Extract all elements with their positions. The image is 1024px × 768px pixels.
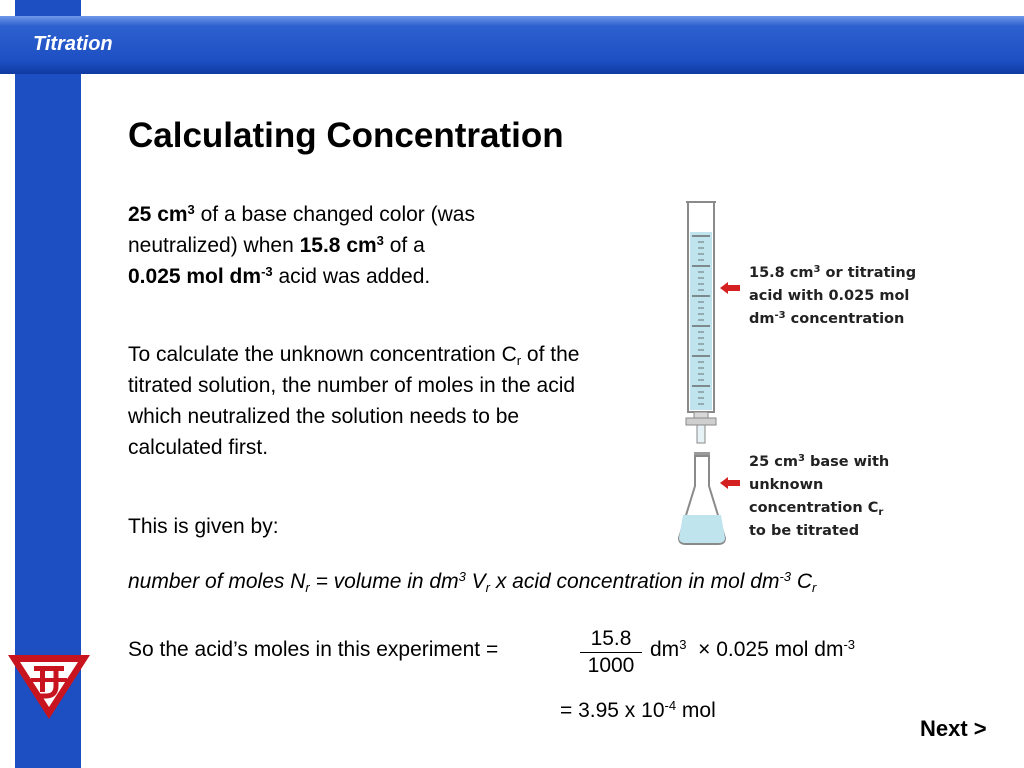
acid-volume: 15.8 $cm^3$ [299,233,384,257]
arrow-burette [720,282,740,294]
burette-annotation: 15.8 $cm^3$ or titrating acid with 0.025 mol $dm^{-3}$ concentration [749,264,917,327]
base-volume: 25 $cm^3$ [128,202,195,226]
moles-formula: number of moles $N_r$ = volume in $dm^3$ $V_r$ x acid concentration in mol $dm^{-3}$ $C_r$ [128,569,817,595]
top-strip [0,0,1024,16]
company-logo [6,652,92,722]
paragraph-given-by: This is given by: [128,515,279,538]
fraction-denominator: 1000 [587,654,635,677]
paragraph-explanation: To calculate the unknown concentration $C_r$ of the titrated solution, the number of moles in the acid which neutralized the solution needs to be calculated first. [128,343,580,459]
header-bar [0,16,1024,74]
header-title: Titration [33,33,113,55]
calculation-result: = 3.95 x $10^{-4}$ mol [560,698,716,722]
volume-fraction [580,627,642,678]
page-title: Calculating Concentration [128,116,564,155]
flask-annotation: 25 $cm^3$ base with unknown concentration $C_r$ to be titrated [749,453,890,539]
paragraph-problem: 25 $cm^3$ of a base changed color (was neutralized) when 15.8 $cm^3$ of a 0.025 mol $dm^{-3}$ acid was added. [128,202,475,288]
burette [686,202,716,443]
flask [679,452,725,544]
fraction-numerator: 15.8 [590,627,632,650]
next-button[interactable]: Next > [920,716,987,741]
titration-diagram [670,196,750,548]
fraction-bar [580,652,642,653]
arrow-flask [720,477,740,489]
acid-concentration: 0.025 mol $dm^{-3}$ [128,264,273,288]
calculation-units: $dm^3 \times 0.025$ mol $dm^{-3}$ [650,637,856,661]
calculation-label: So the acid’s moles in this experiment = [128,638,499,661]
